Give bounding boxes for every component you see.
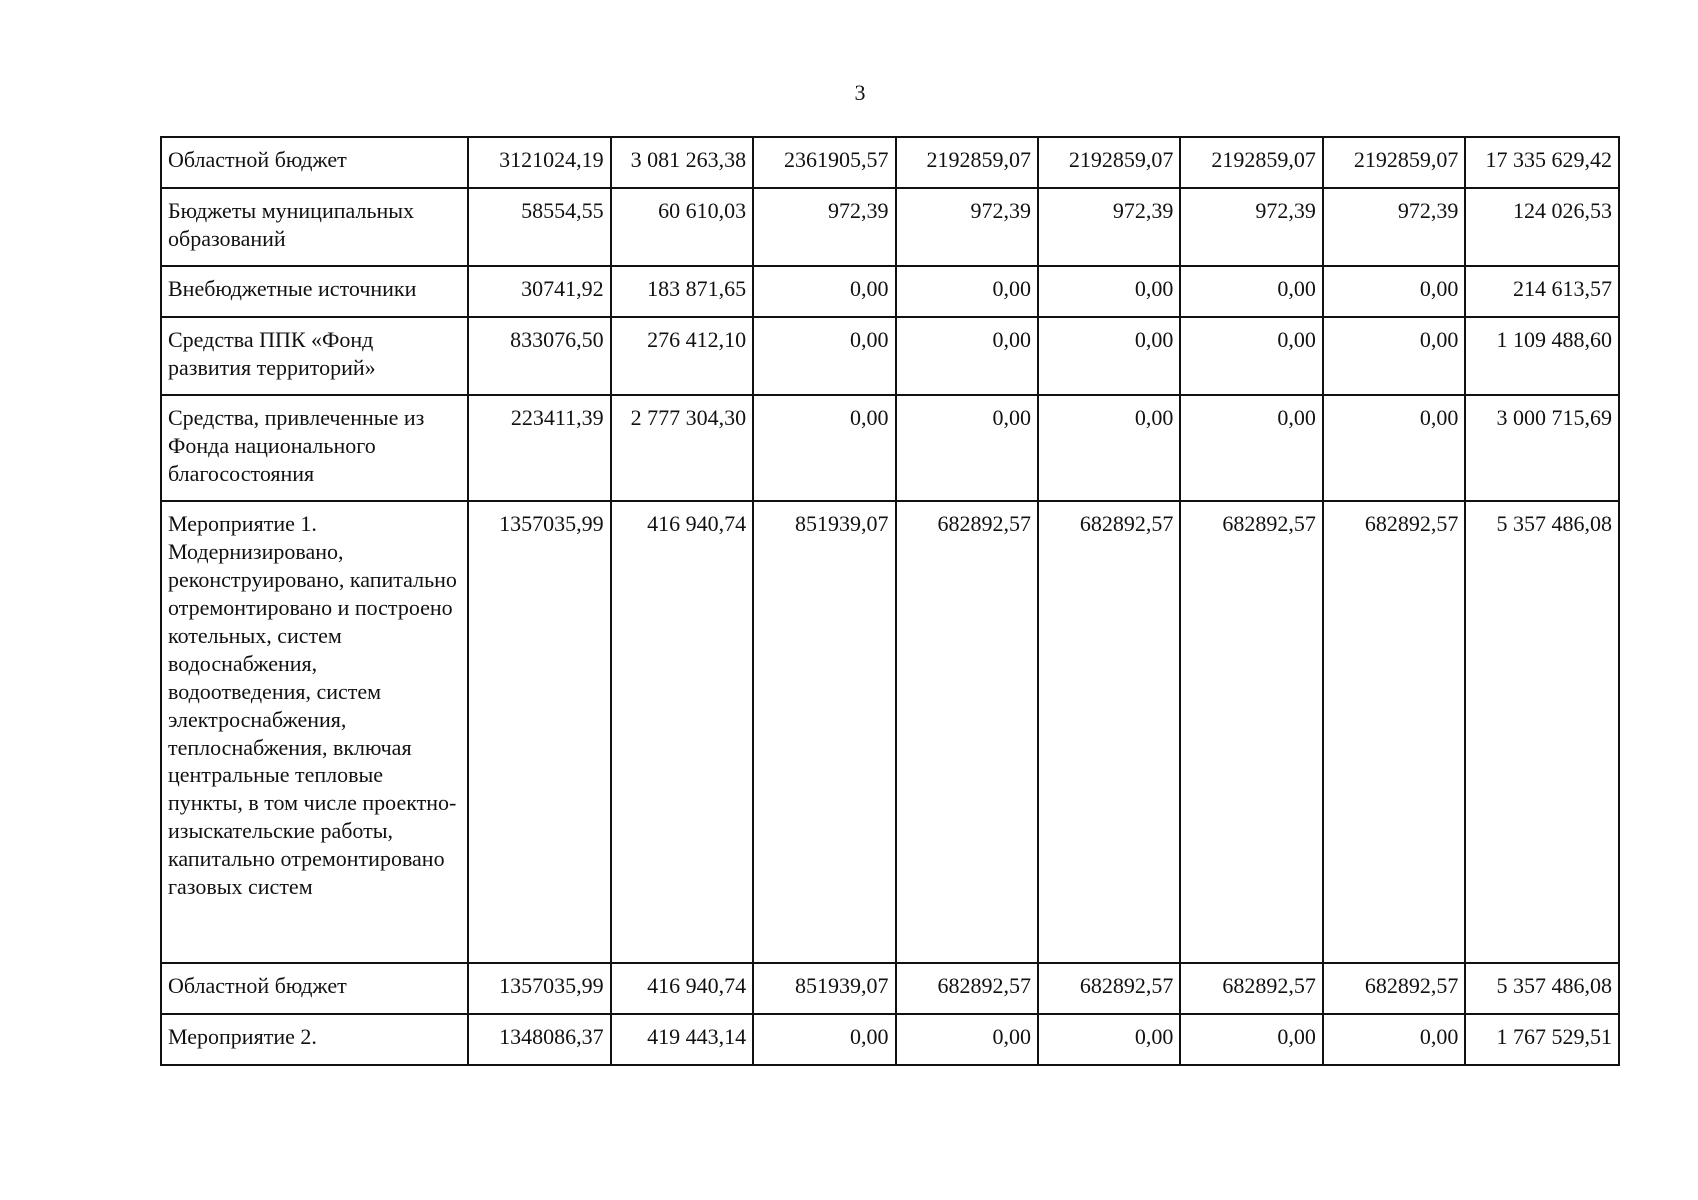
row-label: Средства ППК «Фонд развития территорий» bbox=[161, 317, 468, 395]
table-row-regional-budget bbox=[161, 137, 1619, 188]
value-cell: 0,00 bbox=[1323, 395, 1465, 501]
table-row-measure-2 bbox=[161, 1014, 1619, 1065]
total-cell: 3 000 715,69 bbox=[1465, 395, 1619, 501]
total-cell: 214 613,57 bbox=[1465, 266, 1619, 317]
value-cell: 1357035,99 bbox=[468, 963, 610, 1014]
value-cell: 851939,07 bbox=[753, 963, 895, 1014]
value-cell: 0,00 bbox=[896, 1014, 1038, 1065]
page-number: 3 bbox=[854, 80, 866, 105]
value-cell: 1357035,99 bbox=[468, 501, 610, 963]
row-label: Внебюджетные источники bbox=[161, 266, 468, 317]
value-cell: 0,00 bbox=[1038, 395, 1180, 501]
table-row-national-wealth-fund bbox=[161, 395, 1619, 501]
value-cell: 2361905,57 bbox=[753, 137, 895, 188]
value-cell: 682892,57 bbox=[1038, 963, 1180, 1014]
row-label: Бюджеты муниципальных образований bbox=[161, 188, 468, 266]
value-cell: 682892,57 bbox=[1323, 501, 1465, 963]
value-cell: 416 940,74 bbox=[611, 501, 753, 963]
value-cell: 0,00 bbox=[1180, 395, 1322, 501]
value-cell: 972,39 bbox=[896, 188, 1038, 266]
value-cell: 851939,07 bbox=[753, 501, 895, 963]
value-cell: 972,39 bbox=[1323, 188, 1465, 266]
row-label: Областной бюджет bbox=[161, 963, 468, 1014]
value-cell: 682892,57 bbox=[1180, 501, 1322, 963]
value-cell: 0,00 bbox=[1323, 317, 1465, 395]
row-label: Областной бюджет bbox=[161, 137, 468, 188]
value-cell: 276 412,10 bbox=[611, 317, 753, 395]
table-row-measure-1 bbox=[161, 501, 1619, 963]
value-cell: 2192859,07 bbox=[1180, 137, 1322, 188]
value-cell: 0,00 bbox=[896, 317, 1038, 395]
value-cell: 0,00 bbox=[1180, 266, 1322, 317]
value-cell: 2192859,07 bbox=[1038, 137, 1180, 188]
value-cell: 419 443,14 bbox=[611, 1014, 753, 1065]
value-cell: 682892,57 bbox=[1323, 963, 1465, 1014]
value-cell: 682892,57 bbox=[1038, 501, 1180, 963]
total-cell: 124 026,53 bbox=[1465, 188, 1619, 266]
value-cell: 0,00 bbox=[1038, 317, 1180, 395]
row-label: Средства, привлеченные из Фонда национального благосостояния bbox=[161, 395, 468, 501]
value-cell: 972,39 bbox=[1180, 188, 1322, 266]
value-cell: 0,00 bbox=[1180, 317, 1322, 395]
value-cell: 2192859,07 bbox=[1323, 137, 1465, 188]
value-cell: 0,00 bbox=[1323, 1014, 1465, 1065]
row-label: Мероприятие 1. Модернизировано, реконструировано, капитально отремонтировано и построено котельных, систем водоснабжения, водоотведения, систем электроснабжения, теплоснабжения, включая центральные тепловые пункты, в том числе проектно-изыскательские работы, капитально отремонтировано газовых систем bbox=[161, 501, 468, 963]
table-row-measure-1-regional-budget bbox=[161, 963, 1619, 1014]
value-cell: 0,00 bbox=[753, 1014, 895, 1065]
value-cell: 0,00 bbox=[753, 317, 895, 395]
total-cell: 17 335 629,42 bbox=[1465, 137, 1619, 188]
value-cell: 682892,57 bbox=[896, 963, 1038, 1014]
table-row-extrabudgetary bbox=[161, 266, 1619, 317]
value-cell: 0,00 bbox=[1038, 266, 1180, 317]
total-cell: 1 109 488,60 bbox=[1465, 317, 1619, 395]
value-cell: 2192859,07 bbox=[896, 137, 1038, 188]
value-cell: 2 777 304,30 bbox=[611, 395, 753, 501]
value-cell: 30741,92 bbox=[468, 266, 610, 317]
value-cell: 3 081 263,38 bbox=[611, 137, 753, 188]
funding-table bbox=[160, 136, 1620, 1066]
total-cell: 1 767 529,51 bbox=[1465, 1014, 1619, 1065]
value-cell: 416 940,74 bbox=[611, 963, 753, 1014]
value-cell: 60 610,03 bbox=[611, 188, 753, 266]
value-cell: 1348086,37 bbox=[468, 1014, 610, 1065]
value-cell: 682892,57 bbox=[896, 501, 1038, 963]
value-cell: 0,00 bbox=[896, 395, 1038, 501]
value-cell: 0,00 bbox=[1038, 1014, 1180, 1065]
row-label: Мероприятие 2. bbox=[161, 1014, 468, 1065]
value-cell: 3121024,19 bbox=[468, 137, 610, 188]
table-row-municipal-budgets bbox=[161, 188, 1619, 266]
total-cell: 5 357 486,08 bbox=[1465, 963, 1619, 1014]
value-cell: 0,00 bbox=[1323, 266, 1465, 317]
value-cell: 0,00 bbox=[896, 266, 1038, 317]
value-cell: 0,00 bbox=[753, 395, 895, 501]
value-cell: 58554,55 bbox=[468, 188, 610, 266]
value-cell: 223411,39 bbox=[468, 395, 610, 501]
table-row-territory-fund bbox=[161, 317, 1619, 395]
value-cell: 682892,57 bbox=[1180, 963, 1322, 1014]
value-cell: 833076,50 bbox=[468, 317, 610, 395]
value-cell: 0,00 bbox=[753, 266, 895, 317]
value-cell: 972,39 bbox=[753, 188, 895, 266]
value-cell: 972,39 bbox=[1038, 188, 1180, 266]
value-cell: 0,00 bbox=[1180, 1014, 1322, 1065]
value-cell: 183 871,65 bbox=[611, 266, 753, 317]
total-cell: 5 357 486,08 bbox=[1465, 501, 1619, 963]
